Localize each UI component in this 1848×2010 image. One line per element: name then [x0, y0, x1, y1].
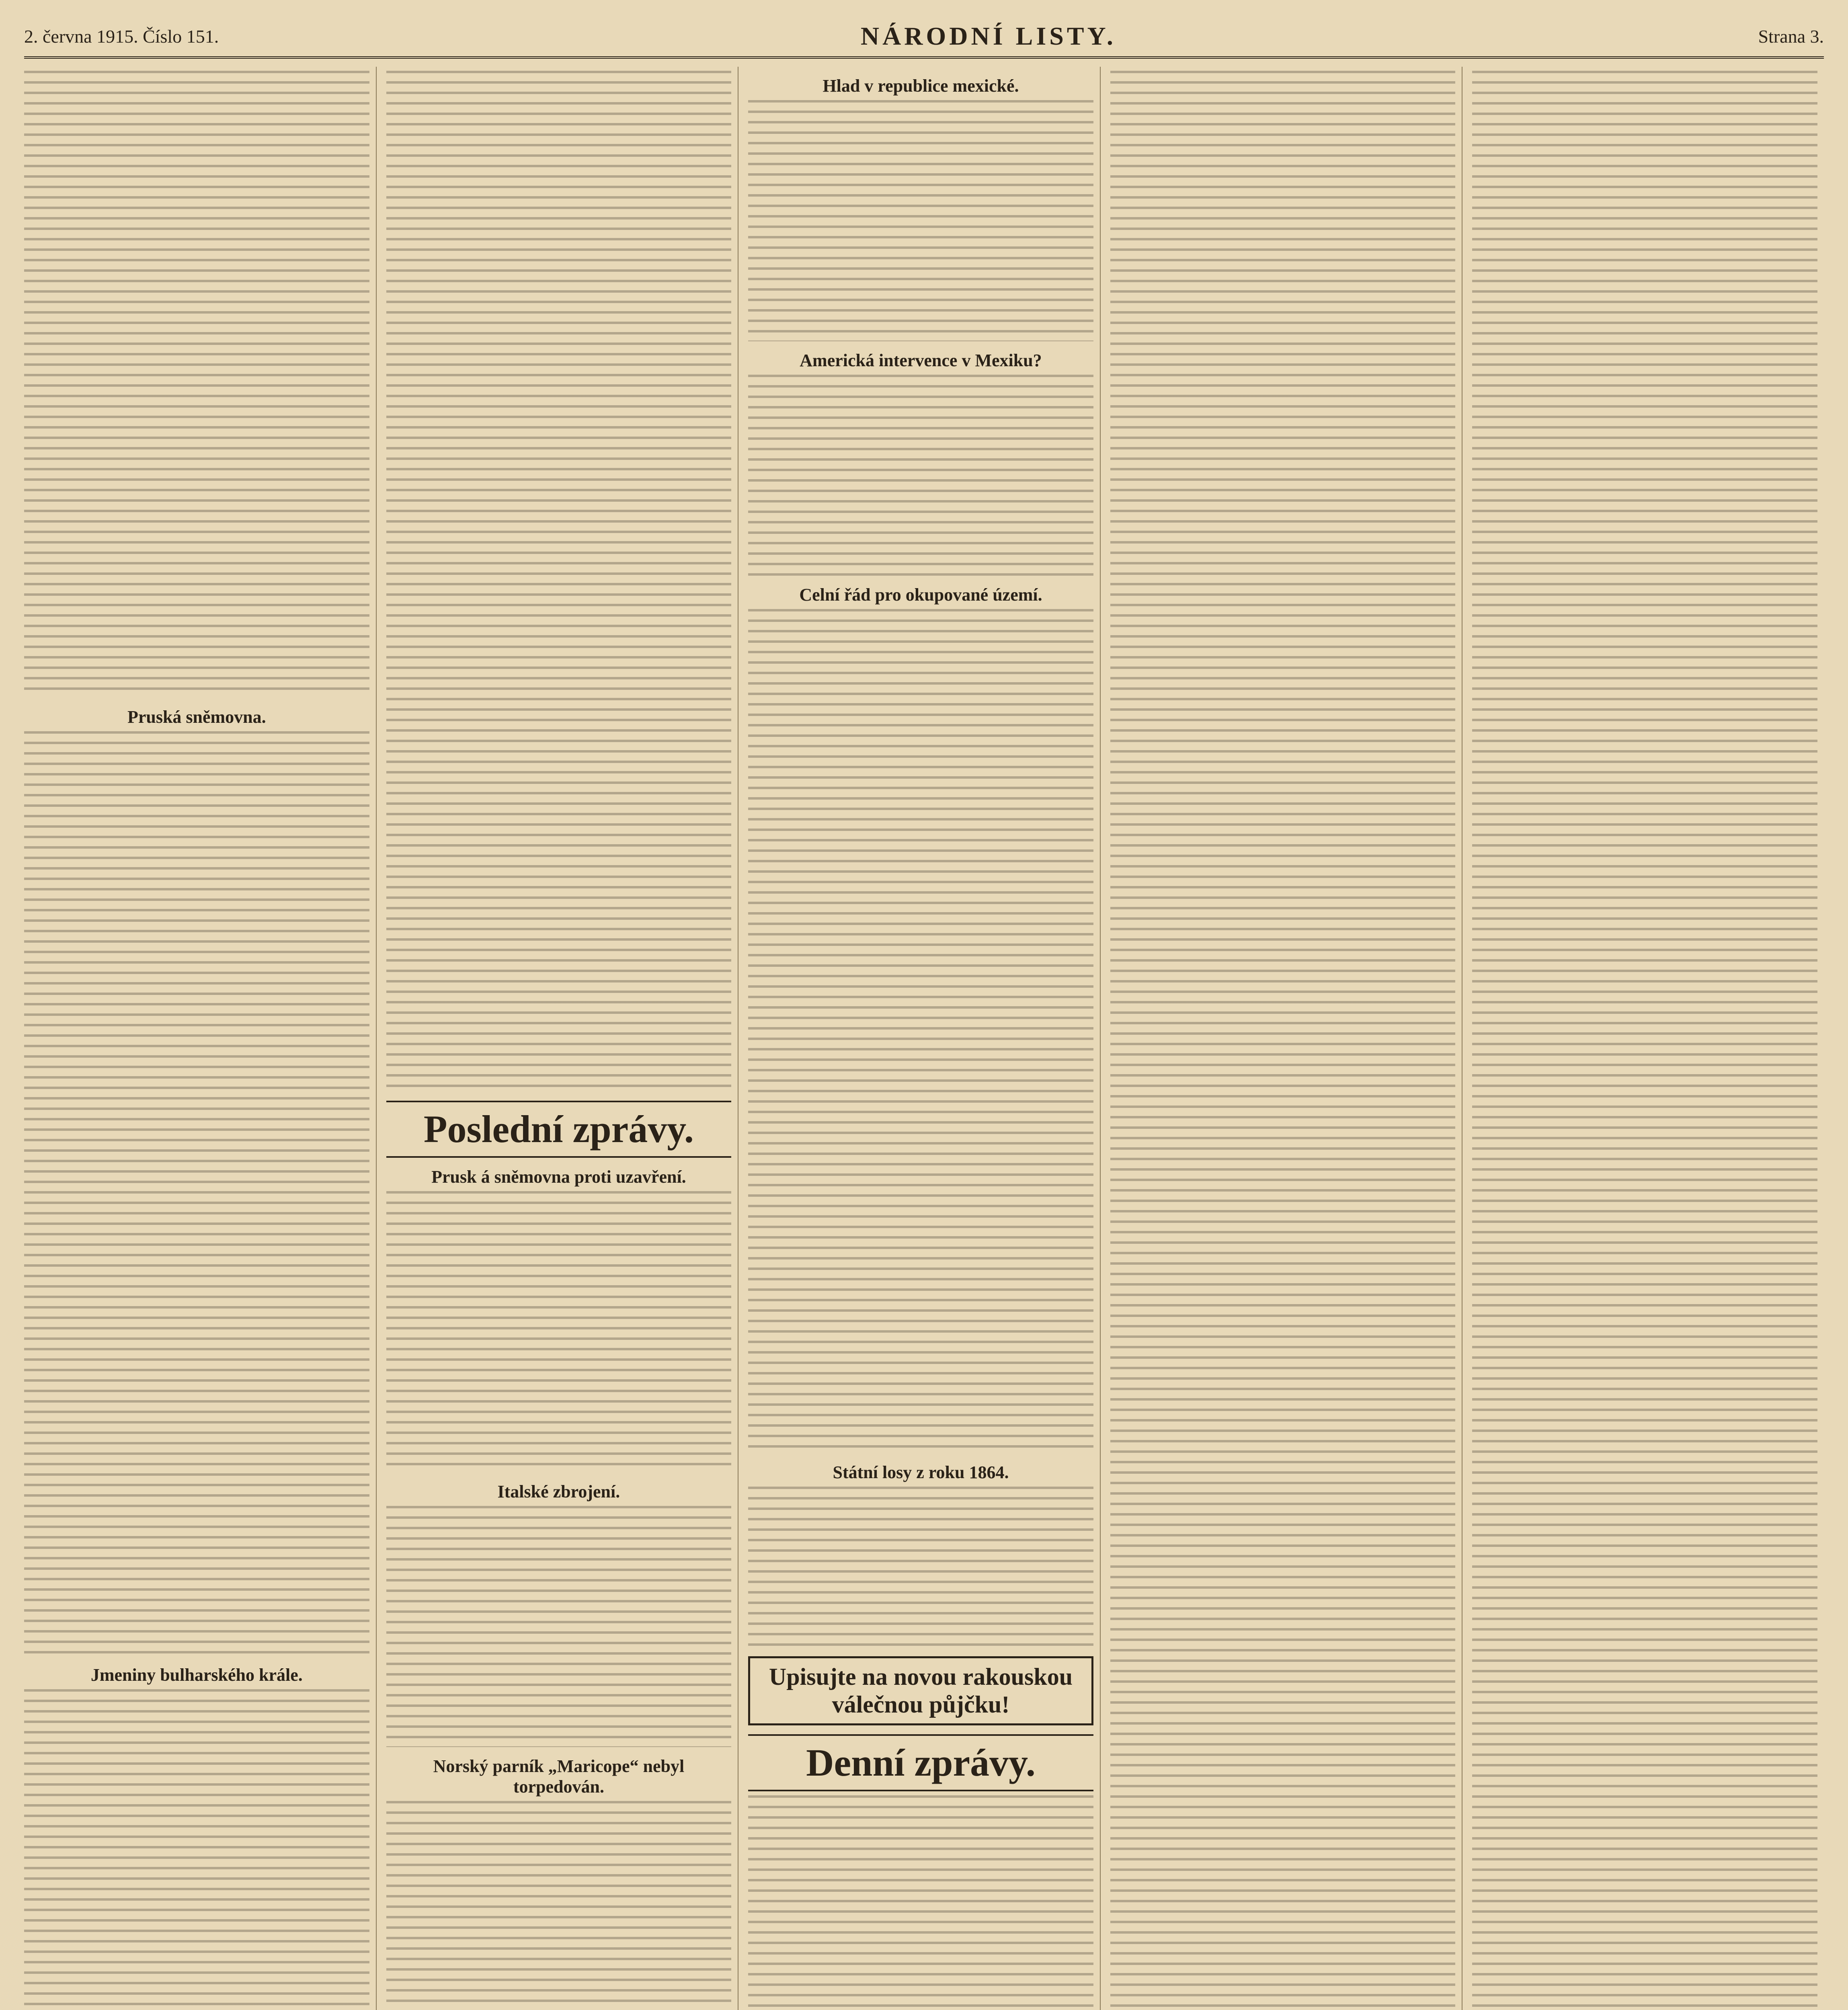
text-block: [748, 609, 1093, 1453]
text-block: [24, 731, 369, 1656]
text-block: [386, 1506, 732, 1747]
column-5: [1472, 67, 1824, 2010]
heading: Americká intervence v Mexiku?: [800, 351, 1042, 370]
text-block: [748, 100, 1093, 341]
masthead-date: 2. června 1915. Číslo 151.: [24, 26, 219, 47]
heading: Hlad v republice mexické.: [822, 76, 1019, 96]
masthead-title: NÁRODNÍ LISTY.: [860, 22, 1116, 50]
column-4: [1110, 67, 1463, 2010]
text-block: [386, 1801, 732, 2010]
text-block: [748, 1795, 1093, 2010]
text-block: [1110, 71, 1456, 2010]
masthead: [24, 16, 1824, 59]
column-2: [386, 67, 739, 2010]
masthead-page: Strana 3.: [1758, 26, 1824, 47]
heading: Norský parník „Maricope“ nebyl torpedován.: [433, 1756, 685, 1797]
heading: Pruská sněmovna.: [127, 707, 266, 727]
column-3: [748, 67, 1101, 2010]
text-block: [1472, 71, 1817, 2010]
heading: Státní losy z roku 1864.: [833, 1462, 1009, 1482]
text-block: [386, 1191, 732, 1473]
heading: Italské zbrojení.: [497, 1481, 620, 1501]
text-block: [24, 71, 369, 698]
column-1: [24, 67, 377, 2010]
text-block: [386, 71, 732, 1092]
heading: Upisujte na novou rakouskou válečnou půjčku!: [748, 1656, 1093, 1725]
heading: Prusk á sněmovna proti uzavření.: [431, 1167, 686, 1187]
heading: Celní řád pro okupované území.: [799, 585, 1042, 605]
heading: Jmeniny bulharského krále.: [90, 1665, 303, 1685]
text-block: [748, 375, 1093, 576]
text-block: [748, 1487, 1093, 1647]
newspaper-page: [24, 16, 1824, 2010]
heading: Poslední zprávy.: [386, 1101, 732, 1158]
text-block: [24, 1689, 369, 2010]
heading: Denní zprávy.: [748, 1734, 1093, 1791]
